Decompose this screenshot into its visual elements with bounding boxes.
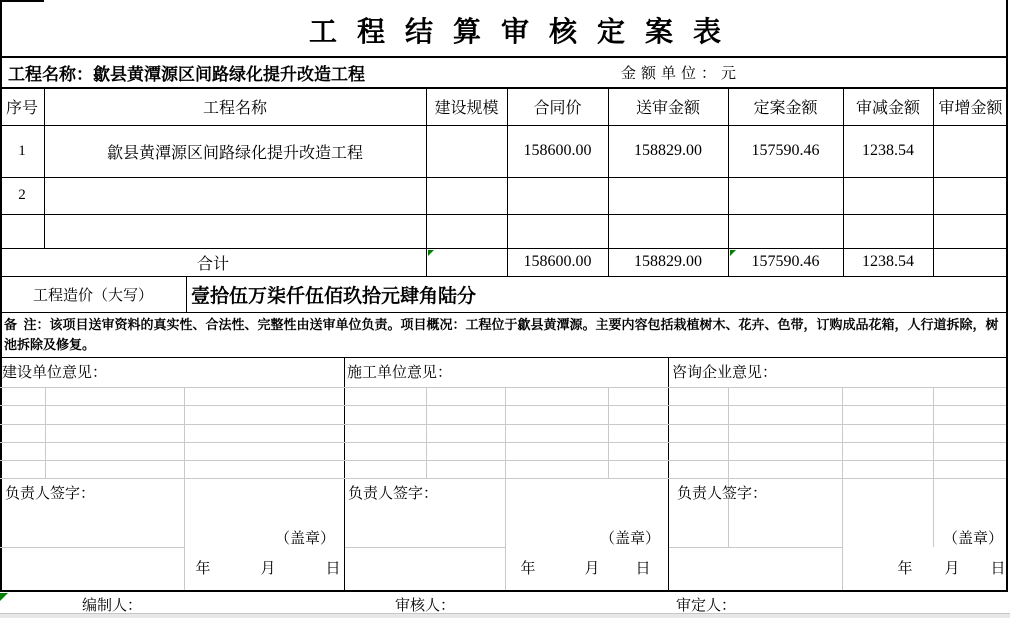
row1-no-cell[interactable]: 1 [18, 142, 26, 159]
cell-comment-marker-icon [730, 250, 736, 256]
cost-words-value[interactable]: 壹拾伍万柒仟伍佰玖拾元肆角陆分 [191, 285, 477, 307]
date-month-1: 月 [260, 560, 276, 577]
row2-no-cell[interactable]: 2 [18, 187, 26, 203]
cost-words-label: 工程造价（大写） [32, 287, 153, 304]
grid-line [728, 387, 729, 547]
grid-line [608, 387, 609, 478]
opinion-label-contractor-unit: 施工单位意见： [347, 364, 453, 381]
footer-approver-label: 审定人： [676, 597, 737, 614]
border-line [668, 357, 669, 592]
row1-reduced-cell[interactable]: 1238.54 [862, 142, 914, 159]
total-contract-cell[interactable]: 158600.00 [523, 253, 592, 270]
header-scale: 建设规模 [434, 99, 499, 117]
date-day-1: 日 [325, 560, 341, 577]
footer-maker-label: 编制人： [82, 597, 143, 614]
row1-finalized-cell[interactable]: 157590.46 [751, 142, 820, 159]
grid-line [0, 478, 1006, 479]
row1-submitted-cell[interactable]: 158829.00 [634, 142, 702, 159]
signer-label-3: 负责人签字： [677, 485, 768, 502]
grid-line [0, 547, 184, 548]
border-line [0, 177, 1008, 178]
border-line [0, 0, 44, 2]
grid-line [345, 547, 505, 548]
seal-label-3: （盖章） [942, 530, 1003, 547]
total-submitted-cell[interactable]: 158829.00 [634, 253, 702, 270]
remark-text: 备 注：该项目送审资料的真实性、合法性、完整性由送审单位负责。项目概况：工程位于歙县黄潭源。主要内容包括栽植树木、花卉、色带，订购成品花箱，人行道拆除，树池拆除及修复。 [4, 317, 999, 352]
row1-name-cell[interactable]: 歙县黄潭源区间路绿化提升改造工程 [106, 144, 363, 162]
seal-label-2: （盖章） [599, 530, 660, 547]
cell-comment-marker-icon [428, 250, 434, 256]
grid-line [933, 387, 934, 547]
header-reduced-amount: 审减金额 [855, 99, 920, 117]
total-label-cell: 合计 [196, 255, 229, 273]
header-submitted-amount: 送审金额 [635, 99, 700, 117]
header-increased-amount: 审增金额 [938, 99, 1003, 117]
date-year-2: 年 [520, 560, 536, 577]
grid-line [0, 405, 1006, 406]
border-line [0, 590, 1008, 592]
seal-label-1: （盖章） [274, 530, 335, 547]
total-reduced-cell[interactable]: 1238.54 [862, 253, 914, 270]
footer-checker-label: 审核人： [395, 597, 456, 614]
header-contract-price: 合同价 [533, 99, 582, 117]
cell-comment-marker-icon [0, 593, 8, 601]
date-month-3: 月 [944, 560, 960, 577]
signer-label-2: 负责人签字： [348, 485, 439, 502]
border-line [0, 357, 1008, 358]
date-day-3: 日 [990, 560, 1006, 577]
opinion-label-consulting-firm: 咨询企业意见： [672, 364, 778, 381]
project-name-line: 工程名称：歙县黄潭源区间路绿化提升改造工程 [8, 64, 365, 84]
row1-contract-cell[interactable]: 158600.00 [523, 142, 592, 159]
date-year-3: 年 [897, 560, 913, 577]
grid-line [45, 387, 46, 478]
border-line [0, 312, 1008, 313]
amount-unit-label: 金额单位：元 [621, 65, 742, 82]
grid-line [0, 387, 1006, 388]
header-finalized-amount: 定案金额 [753, 99, 818, 117]
grid-line [0, 442, 1006, 443]
sheet-edge-strip [0, 613, 1010, 618]
grid-line [0, 460, 1006, 461]
grid-line [0, 424, 1006, 425]
page-title: 工程结算审核定案表 [308, 17, 741, 48]
border-line [186, 276, 187, 312]
border-line [0, 214, 1008, 215]
header-no: 序号 [5, 99, 38, 117]
grid-line [426, 387, 427, 478]
opinion-label-construction-unit: 建设单位意见： [2, 364, 108, 381]
signer-label-1: 负责人签字： [5, 485, 96, 502]
date-month-2: 月 [584, 560, 600, 577]
total-finalized-cell[interactable]: 157590.46 [751, 253, 820, 270]
date-year-1: 年 [195, 560, 211, 577]
grid-line [669, 547, 842, 548]
date-day-2: 日 [635, 560, 651, 577]
header-project-name: 工程名称 [202, 99, 267, 117]
